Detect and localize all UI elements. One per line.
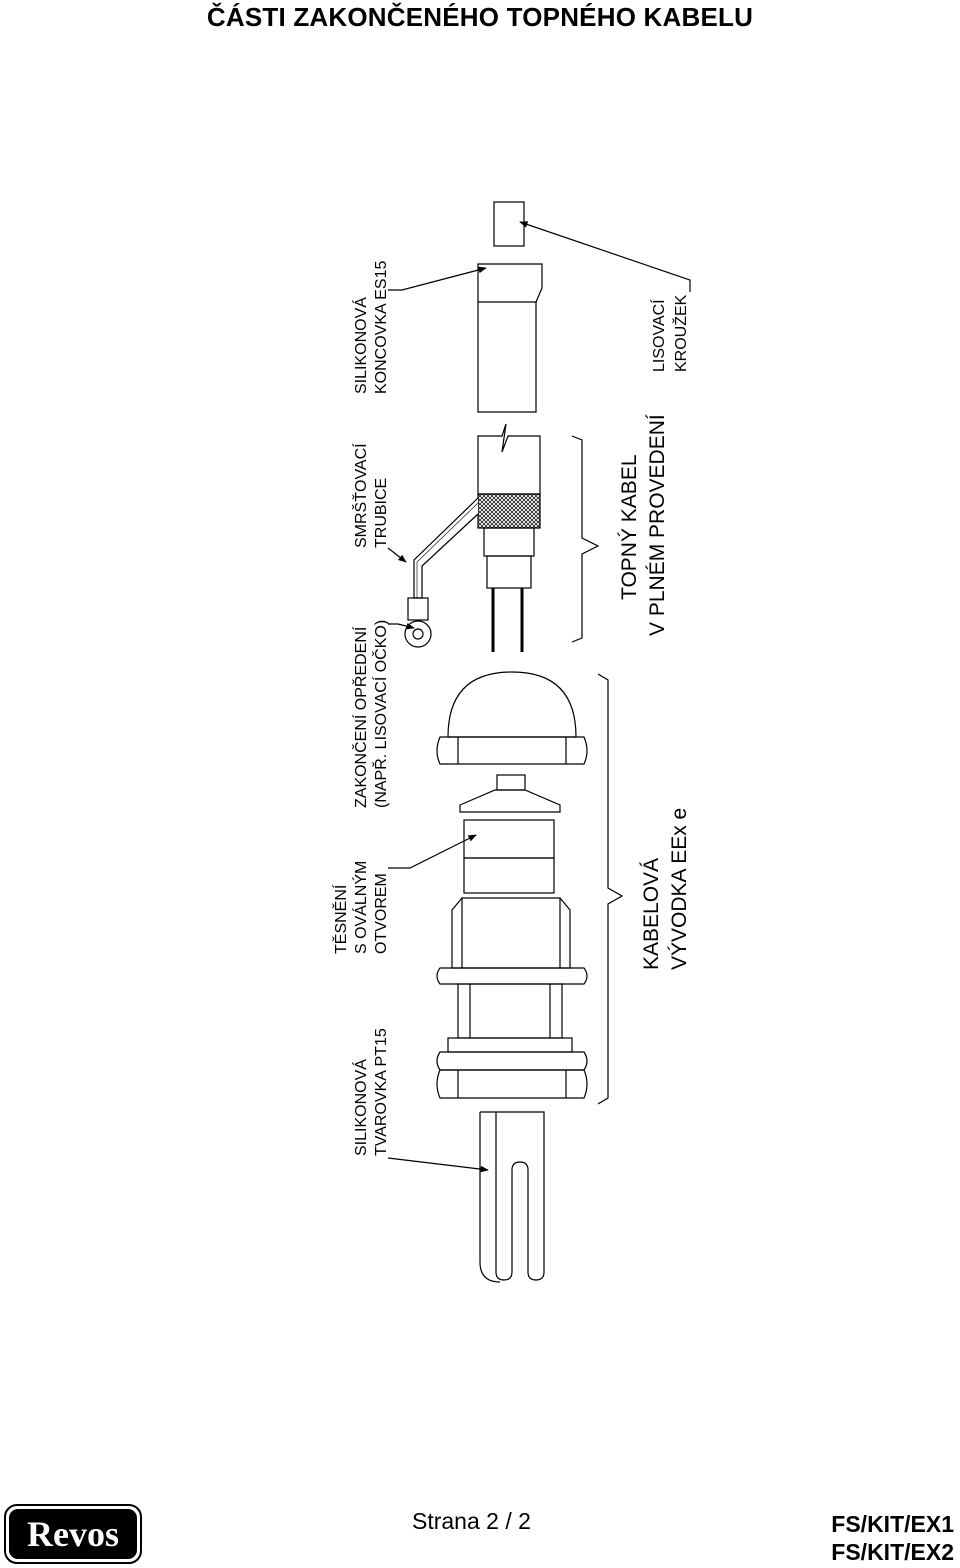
crimp-ring bbox=[494, 202, 524, 246]
svg-text:TVAROVKA PT15: TVAROVKA PT15 bbox=[373, 1028, 390, 1156]
label-koncovka bbox=[351, 261, 390, 394]
label-tvarovka bbox=[351, 1028, 390, 1156]
braid-lead bbox=[405, 498, 478, 647]
document-code: FS/KIT/EX2 bbox=[831, 1539, 954, 1565]
svg-text:TĚSNĚNÍ: TĚSNĚNÍ bbox=[333, 884, 350, 954]
cable-gland-brace bbox=[598, 674, 622, 1104]
svg-text:SILIKONOVÁ: SILIKONOVÁ bbox=[353, 1059, 370, 1156]
cable-gland bbox=[437, 672, 587, 1098]
document-code: FS/KIT/EX1 bbox=[831, 1511, 954, 1537]
svg-text:LISOVACÍ: LISOVACÍ bbox=[651, 299, 668, 372]
svg-text:VÝVODKA EEx e: VÝVODKA EEx e bbox=[668, 807, 691, 970]
leader-smrstovaci bbox=[388, 548, 406, 562]
silicone-end-cap bbox=[478, 264, 542, 412]
svg-text:ZAKONČENÍ OPŘEDENÍ: ZAKONČENÍ OPŘEDENÍ bbox=[353, 626, 370, 808]
svg-text:S OVÁLNÝM: S OVÁLNÝM bbox=[353, 860, 370, 954]
svg-text:KABELOVÁ: KABELOVÁ bbox=[640, 857, 663, 970]
leader-lisovaci bbox=[520, 222, 690, 292]
page-number: Strana 2 / 2 bbox=[412, 1508, 531, 1534]
svg-text:TRUBICE: TRUBICE bbox=[373, 477, 390, 548]
document-codes bbox=[831, 1510, 954, 1566]
heating-cable-brace bbox=[572, 436, 598, 642]
label-lisovaci bbox=[649, 294, 690, 372]
svg-text:KONCOVKA ES15: KONCOVKA ES15 bbox=[373, 260, 390, 394]
label-smrstovaci bbox=[351, 443, 390, 548]
svg-text:Revos: Revos bbox=[27, 1514, 119, 1554]
label-kabelova-vyvodka bbox=[640, 808, 691, 970]
svg-text:(NAPŘ. LISOVACÍ OČKO): (NAPŘ. LISOVACÍ OČKO) bbox=[373, 619, 390, 808]
heating-cable bbox=[478, 424, 540, 652]
svg-text:SMRŠŤOVACÍ: SMRŠŤOVACÍ bbox=[353, 443, 370, 548]
leader-tesneni bbox=[388, 835, 476, 868]
label-topny-kabel bbox=[618, 414, 669, 636]
silicone-boot bbox=[480, 1112, 544, 1282]
svg-text:TOPNÝ KABEL: TOPNÝ KABEL bbox=[618, 454, 641, 600]
svg-text:KROUŽEK: KROUŽEK bbox=[673, 294, 690, 372]
revos-logo bbox=[4, 1504, 142, 1564]
svg-text:SILIKONOVÁ: SILIKONOVÁ bbox=[353, 297, 370, 394]
leader-tvarovka bbox=[388, 1158, 488, 1170]
svg-text:OTVOREM: OTVOREM bbox=[373, 873, 390, 954]
leader-koncovka bbox=[388, 268, 486, 290]
svg-text:V PLNÉM PROVEDENÍ: V PLNÉM PROVEDENÍ bbox=[646, 414, 669, 636]
leader-zakonceni bbox=[388, 624, 414, 628]
label-zakonceni bbox=[351, 620, 390, 808]
label-tesneni bbox=[331, 861, 390, 954]
page-title: ČÁSTI ZAKONČENÉHO TOPNÉHO KABELU bbox=[206, 2, 754, 32]
